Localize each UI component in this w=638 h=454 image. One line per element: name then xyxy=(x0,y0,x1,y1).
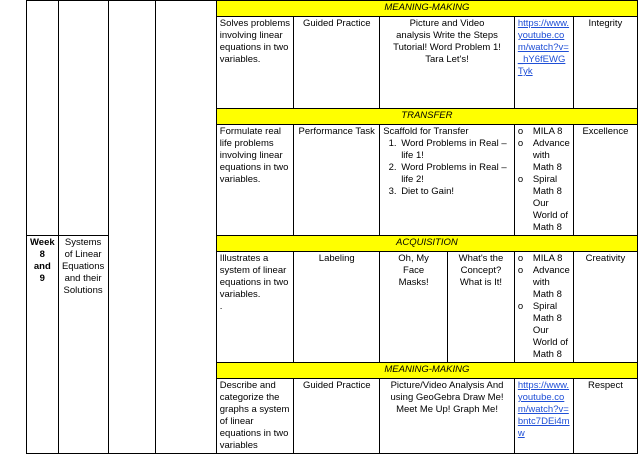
value-cell: Creativity xyxy=(573,252,637,363)
assessment-cell: Labeling xyxy=(294,252,380,363)
bullet-icon: o xyxy=(517,301,524,312)
competency-cell: Formulate real life problems involving linear equations in two variables. xyxy=(216,125,294,236)
bullet-icon: o xyxy=(517,126,524,137)
bullet-icon: o xyxy=(517,265,524,276)
resource-list xyxy=(518,253,570,289)
resource-sub: Our World of Math 8 xyxy=(532,198,569,233)
blank-cell-3 xyxy=(108,1,155,454)
youtube-link[interactable]: https://www.youtube.com/watch?v=_hY6fEWGTyk xyxy=(514,17,573,109)
resources-cell xyxy=(514,125,573,236)
activity-cell-a: Oh, My Face Masks! xyxy=(380,252,448,363)
activity-cell: Picture and Video analysis Write the Steps Tutorial! Word Problem 1! Tara Let's! xyxy=(380,17,515,109)
competency-cell: Describe and categorize the graphs a system of linear equations in two variables xyxy=(216,379,294,454)
blank-cell-2 xyxy=(58,1,108,236)
value-cell: Integrity xyxy=(573,17,637,109)
scaffold-cell xyxy=(380,125,515,236)
list-item: 3. Diet to Gain! xyxy=(399,186,511,198)
list-item: o Spiral Math 8 xyxy=(517,301,562,324)
competency-cell: Illustrates a system of linear equations in two variables. . xyxy=(216,252,294,363)
competency-cell: Solves problems involving linear equations in two variables. xyxy=(216,17,294,109)
band-transfer: TRANSFER xyxy=(216,109,637,125)
bullet-icon: o xyxy=(517,253,524,264)
list-item: o Advance with xyxy=(517,138,570,161)
topic-cell: Systems of Linear Equations and their Solutions xyxy=(58,236,108,454)
assessment-cell: Performance Task xyxy=(294,125,380,236)
scaffold-title: Scaffold for Transfer xyxy=(383,126,469,137)
resource-sub: Our World of Math 8 xyxy=(532,325,569,360)
bullet-icon: o xyxy=(517,138,524,149)
resource-sub: Math 8 xyxy=(532,162,562,173)
list-item: o MILA 8 xyxy=(517,253,563,264)
list-item: o MILA 8 xyxy=(517,126,563,137)
value-cell: Respect xyxy=(573,379,637,454)
bullet-icon: o xyxy=(517,174,524,185)
scaffold-list xyxy=(383,138,511,198)
resource-list xyxy=(518,174,570,198)
blank-cell-4 xyxy=(155,1,216,454)
assessment-cell: Guided Practice xyxy=(294,379,380,454)
list-item: o Spiral Math 8 xyxy=(517,174,562,197)
assessment-cell: Guided Practice xyxy=(294,17,380,109)
band-meaning-making: MEANING-MAKING xyxy=(216,363,637,379)
blank-cell-1 xyxy=(27,1,59,236)
band-acquisition: ACQUISITION xyxy=(216,236,637,252)
list-item: 1. Word Problems in Real – life 1! xyxy=(399,138,511,162)
activity-cell: Picture/Video Analysis And using GeoGebra Draw Me! Meet Me Up! Graph Me! xyxy=(380,379,515,454)
band-meaning-making: MEANING-MAKING xyxy=(216,1,637,17)
list-item: 2. Word Problems in Real – life 2! xyxy=(399,162,511,186)
resource-list xyxy=(518,301,570,325)
resources-cell xyxy=(514,252,573,363)
youtube-link[interactable]: https://www.youtube.com/watch?v=bntc7DEi4mw xyxy=(514,379,573,454)
activity-cell-b: What's the Concept? What is It! xyxy=(448,252,515,363)
value-cell: Excellence xyxy=(573,125,637,236)
week-cell: Week 8 and 9 xyxy=(27,236,59,454)
curriculum-table xyxy=(26,0,638,454)
resource-list xyxy=(518,126,570,162)
resource-sub: Math 8 xyxy=(532,289,562,300)
list-item: o Advance with xyxy=(517,265,570,288)
